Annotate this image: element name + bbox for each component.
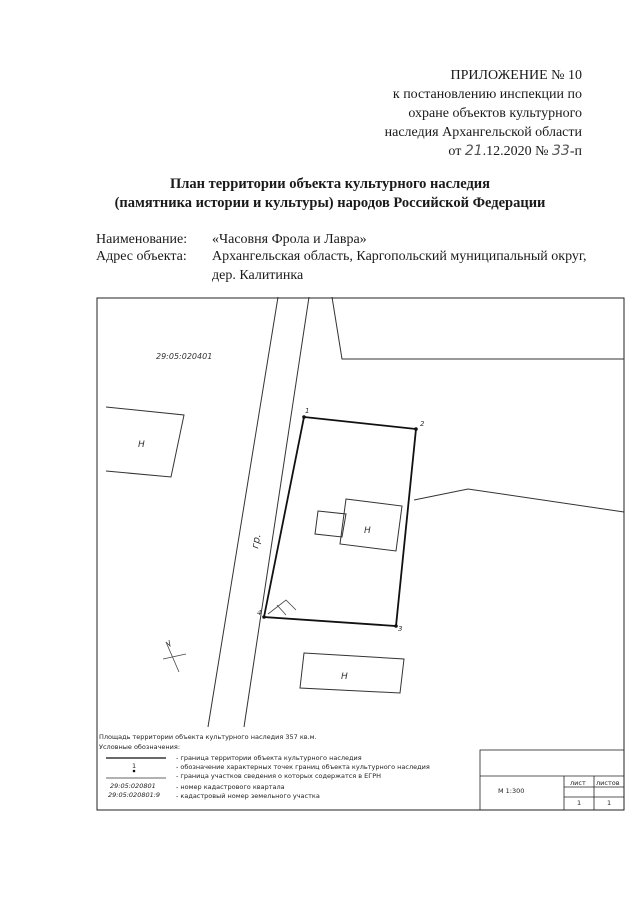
address-label: Адрес объекта: [96, 249, 187, 264]
plan-drawing [96, 297, 626, 812]
name-label: Наименование: [96, 232, 188, 247]
parcel-boundary-right [414, 489, 624, 512]
point-label-1: 1 [305, 407, 310, 415]
legend-symbol-quarter: 29:05:020801 [110, 782, 156, 790]
appendix-line: наследия Архангельской области [384, 125, 582, 140]
sheets-value: 1 [607, 799, 612, 807]
order-number-suffix: -п [569, 144, 582, 159]
road-label: гр. [250, 533, 264, 550]
road-edge-right [244, 297, 309, 727]
legend-item: - номер кадастрового квартала [176, 783, 285, 791]
scale-text: М 1:300 [498, 787, 525, 795]
date-prefix: от [448, 144, 462, 159]
appendix-line: охране объектов культурного [408, 106, 582, 121]
appendix-date-line [385, 142, 582, 161]
legend-item: - обозначение характерных точек границ объекта культурного наследия [176, 763, 430, 771]
legend-title: Условные обозначения: [99, 743, 181, 751]
appendix-line: к постановлению инспекции по [392, 87, 582, 102]
quarter-number: 29:05:020401 [156, 352, 213, 361]
object-info [96, 230, 596, 290]
road-edge-left [208, 297, 278, 727]
legend-symbol-parcel: 29:05:020801:9 [108, 791, 161, 799]
building-left-label: Н [138, 440, 145, 450]
direction-arrow-icon [268, 600, 296, 614]
order-number-handwritten: 33 [552, 143, 570, 159]
point-label-4: 4 [257, 609, 262, 617]
legend-item: - граница участков сведения о которых содержатся в ЕГРН [176, 772, 382, 780]
point-label-3: 3 [398, 625, 403, 633]
territory-boundary [264, 417, 416, 626]
address-value: Архангельская область, Каргопольский муниципальный округ, дер. Калитинка [212, 249, 587, 283]
boundary-point [414, 427, 418, 431]
sheets-label: листов [596, 779, 620, 787]
title-line-1: План территории объекта культурного наследия [169, 176, 490, 192]
title-line-2: (памятника истории и культуры) народов Российской Федерации [114, 195, 546, 211]
point-label-2: 2 [420, 420, 425, 428]
date-day-handwritten: 21 [464, 143, 483, 159]
sheet-label: лист [570, 779, 586, 787]
date-rest: .12.2020 № [482, 144, 549, 159]
name-value: «Часовня Фрола и Лавра» [212, 232, 367, 247]
area-text: Площадь территории объекта культурного наследия 357 кв.м. [99, 733, 317, 741]
legend-item: - кадастровый номер земельного участка [176, 792, 320, 800]
boundary-point [262, 615, 266, 619]
building-left [106, 407, 184, 477]
appendix-title: ПРИЛОЖЕНИЕ № 10 [450, 68, 582, 83]
building-bottom-label: Н [341, 672, 348, 682]
chapel-building [340, 499, 402, 551]
building-bottom [300, 653, 404, 693]
appendix-header [385, 66, 582, 161]
chapel-label: Н [364, 526, 371, 536]
parcel-boundary-top [332, 297, 624, 359]
sheet-value: 1 [577, 799, 582, 807]
document-title [10, 175, 640, 213]
legend-item: - граница территории объекта культурного наследия [176, 754, 362, 762]
territory-plan [96, 297, 626, 812]
legend-symbol-point: 1 [132, 762, 137, 770]
boundary-point [302, 415, 306, 419]
